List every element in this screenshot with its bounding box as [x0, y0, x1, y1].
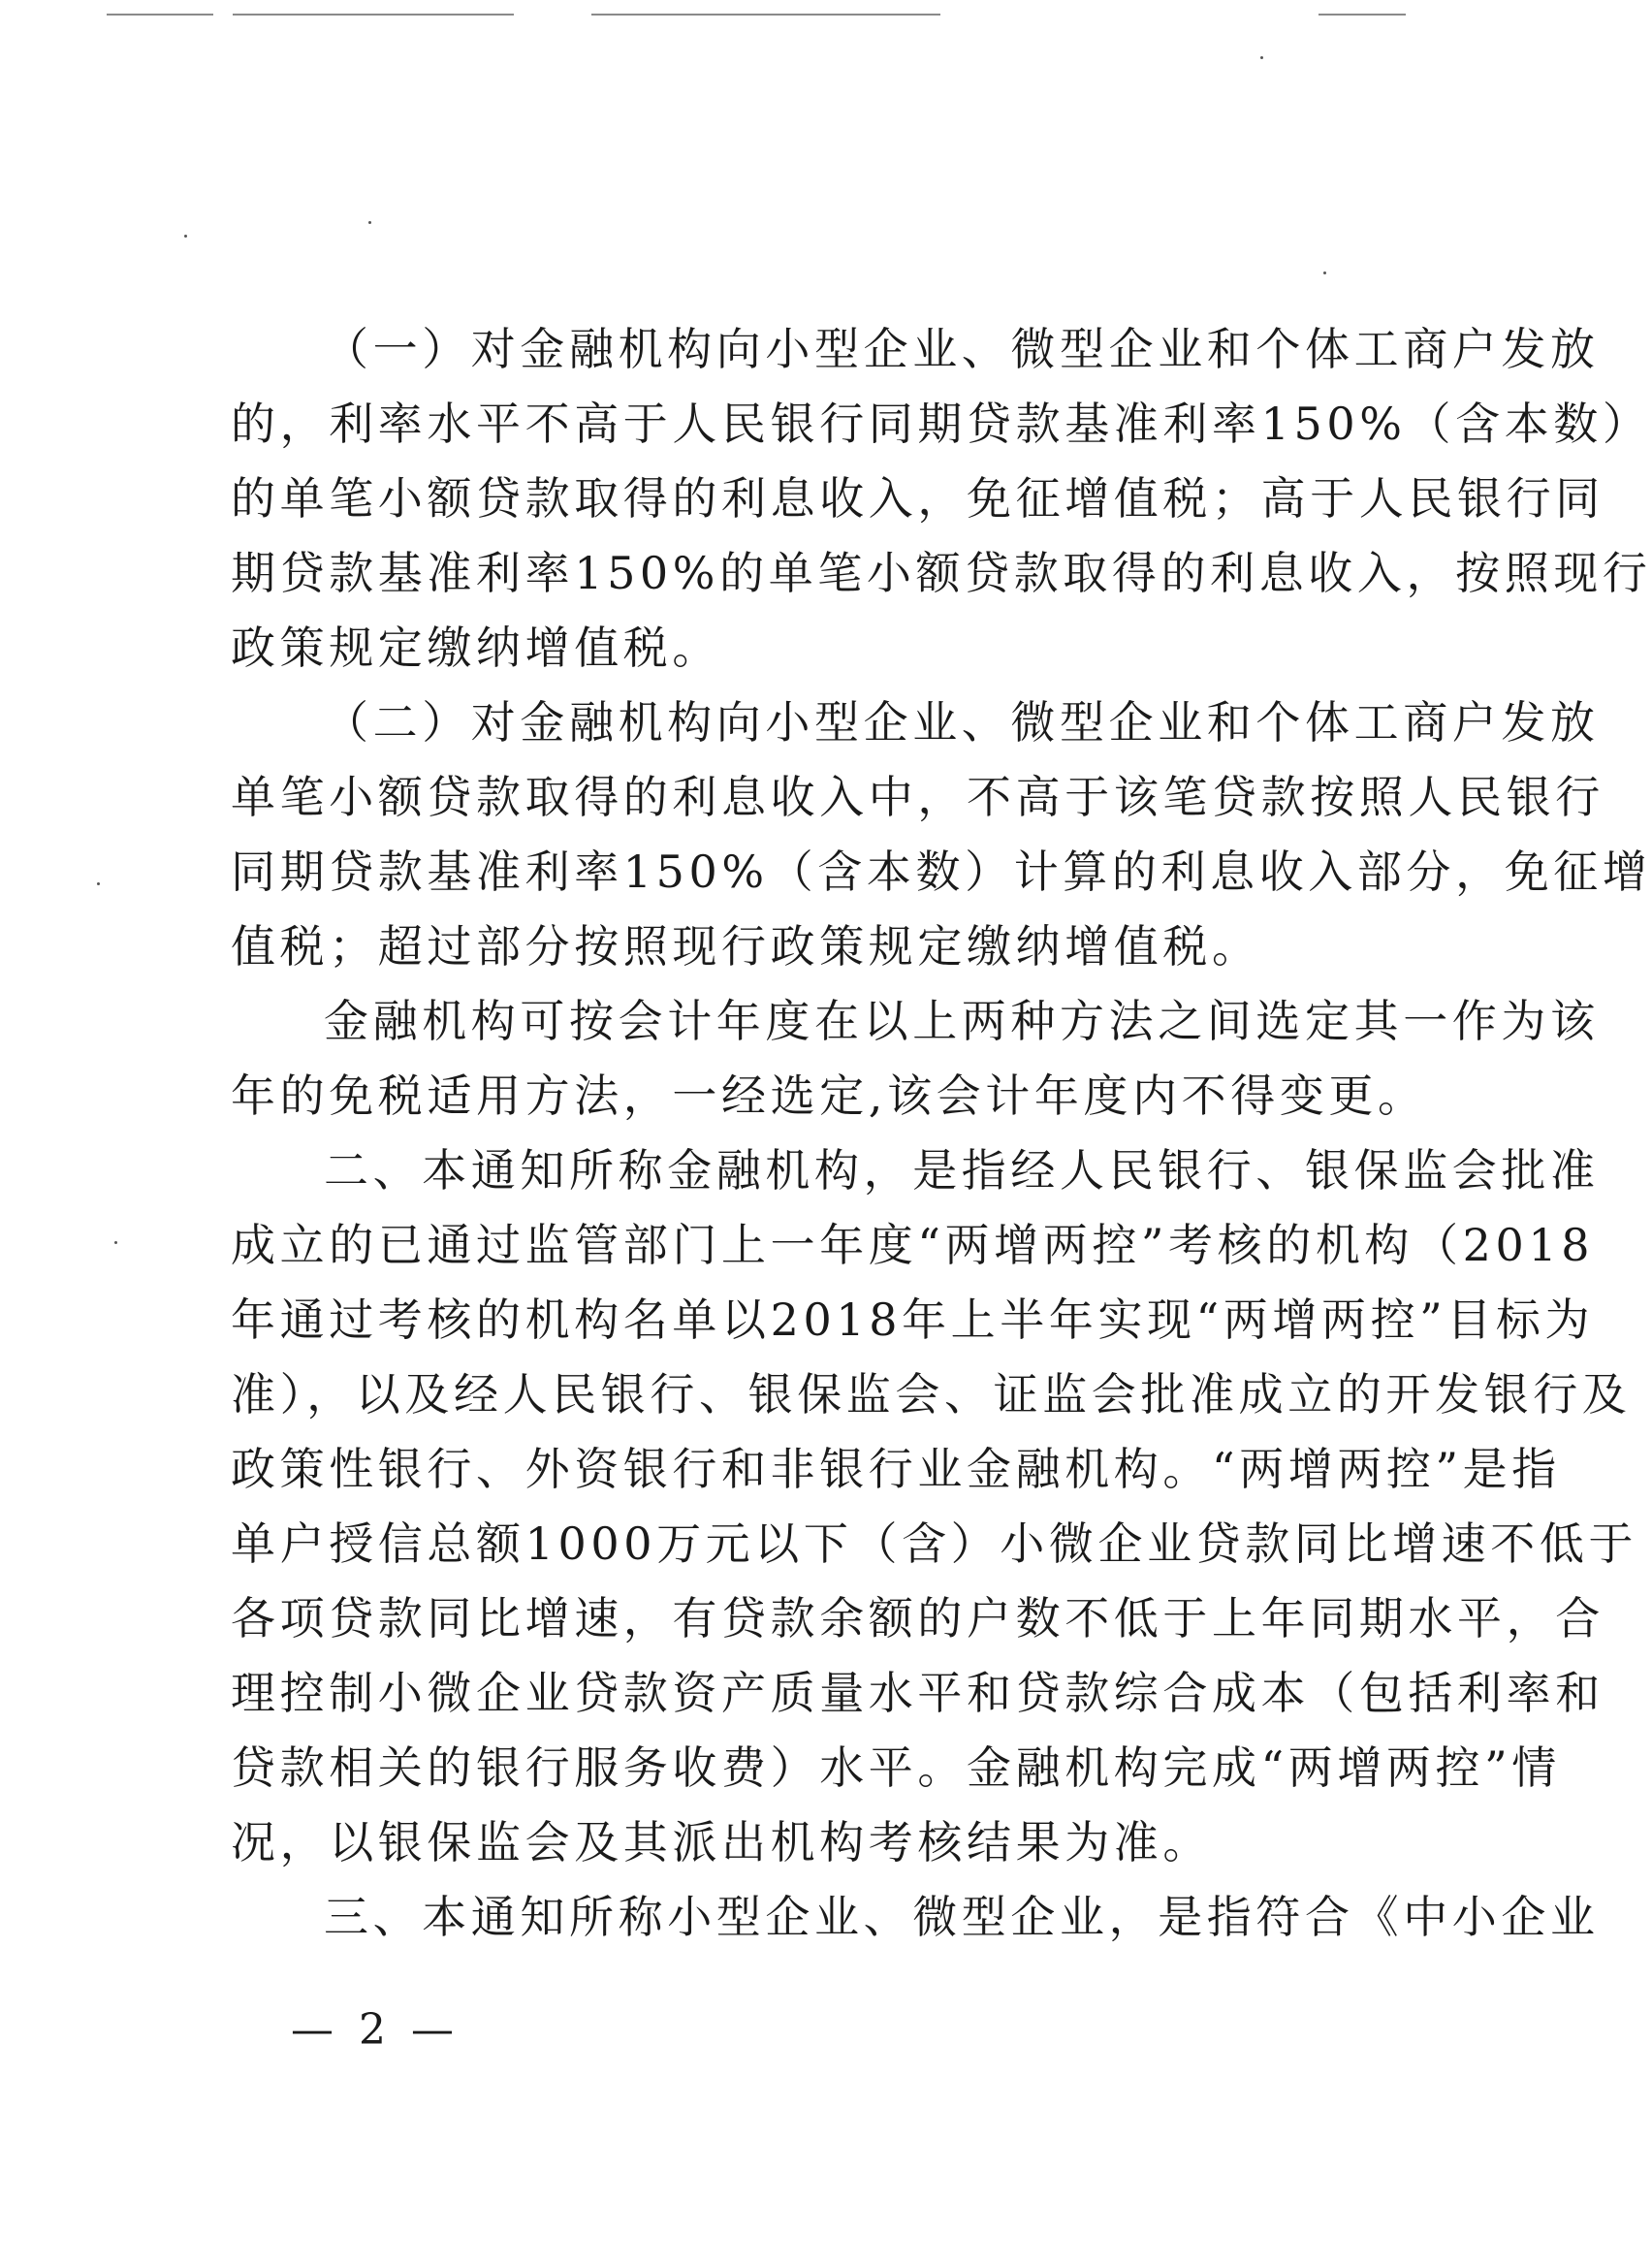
page-number: — 2 —: [291, 2005, 460, 2055]
scan-speck: [184, 235, 187, 238]
scan-speck: [1260, 56, 1263, 59]
text-line: 年通过考核的机构名单以2018年上半年实现“两增两控”目标为: [231, 1293, 1595, 1346]
text-line: 况，以银保监会及其派出机构考核结果为准。: [231, 1816, 1212, 1868]
text-line: 值税；超过部分按照现行政策规定缴纳增值税。: [231, 920, 1261, 973]
paragraph-3: [231, 984, 1600, 1134]
text-line: （二）对金融机构向小型企业、微型企业和个体工商户发放: [324, 696, 1600, 749]
text-line: 政策性银行、外资银行和非银行业金融机构。“两增两控”是指: [231, 1443, 1561, 1495]
text-line: 准），以及经人民银行、银保监会、证监会批准成立的开发银行及: [231, 1368, 1632, 1421]
text-line: 成立的已通过监管部门上一年度“两增两控”考核的机构（2018: [231, 1219, 1595, 1271]
paragraph-1: [231, 312, 1652, 686]
text-line: 单笔小额贷款取得的利息收入中，不高于该笔贷款按照人民银行: [231, 771, 1604, 823]
scan-speck: [97, 882, 100, 885]
text-line: 同期贷款基准利率150%（含本数）计算的利息收入部分，免征增: [231, 846, 1652, 898]
scan-artifact-line: [591, 14, 940, 16]
text-line: 单户授信总额1000万元以下（含）小微企业贷款同比增速不低于: [231, 1517, 1638, 1570]
text-line: 三、本通知所称小型企业、微型企业，是指符合《中小企业: [324, 1891, 1600, 1943]
scan-speck: [114, 1241, 117, 1244]
text-line: 的单笔小额贷款取得的利息收入，免征增值税；高于人民银行同: [231, 472, 1604, 525]
paragraph-2: [231, 686, 1652, 984]
scan-speck: [1323, 271, 1326, 274]
paragraph-5: [231, 1880, 1600, 1955]
text-line: （一）对金融机构向小型企业、微型企业和个体工商户发放: [324, 323, 1600, 375]
text-line: 二、本通知所称金融机构，是指经人民银行、银保监会批准: [324, 1144, 1600, 1197]
text-line: 期贷款基准利率150%的单笔小额贷款取得的利息收入，按照现行: [231, 547, 1652, 599]
document-body: [231, 312, 1652, 1955]
text-line: 贷款相关的银行服务收费）水平。金融机构完成“两增两控”情: [231, 1741, 1561, 1794]
scan-speck: [368, 221, 371, 224]
text-line: 各项贷款同比增速，有贷款余额的户数不低于上年同期水平，合: [231, 1592, 1604, 1644]
text-line: 金融机构可按会计年度在以上两种方法之间选定其一作为该: [324, 995, 1600, 1047]
text-line: 的，利率水平不高于人民银行同期贷款基准利率150%（含本数）: [231, 398, 1652, 450]
scan-artifact-line: [1318, 14, 1406, 16]
text-line: 政策规定缴纳增值税。: [231, 622, 721, 674]
scan-artifact-line: [233, 14, 514, 16]
paragraph-4: [231, 1134, 1638, 1880]
scan-artifact-line: [107, 14, 213, 16]
text-line: 理控制小微企业贷款资产质量水平和贷款综合成本（包括利率和: [231, 1667, 1604, 1719]
text-line: 年的免税适用方法，一经选定,该会计年度内不得变更。: [231, 1070, 1427, 1122]
